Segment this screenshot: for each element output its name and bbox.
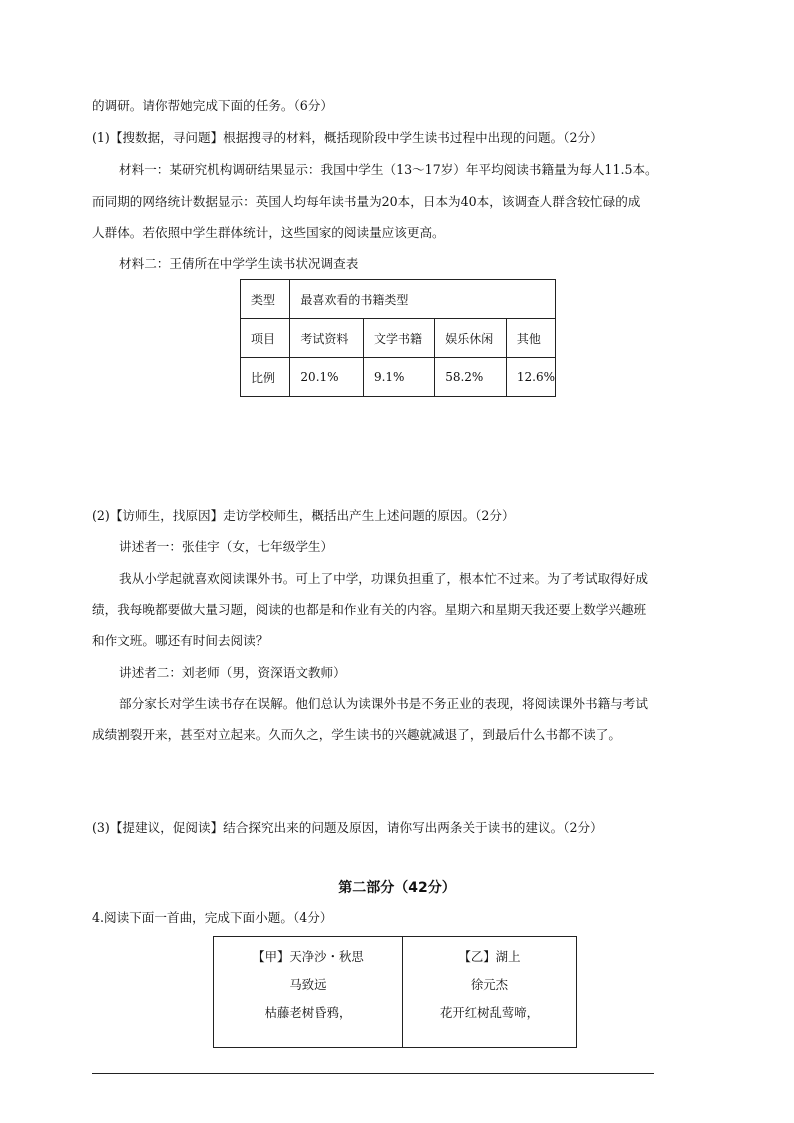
- poem-b-author: 徐元杰: [470, 977, 509, 992]
- poem-a-title: 【甲】天净沙・秋思: [252, 949, 364, 964]
- material1-line-3: 人群体。若依照中学生群体统计，这些国家的阅读量应该更高。: [92, 225, 445, 240]
- material1-line-1: 材料一：某研究机构调研结果显示：我国中学生（13～17岁）年平均阅读书籍量为每人11.5本。: [119, 162, 658, 177]
- q1-title: (1)【搜数据，寻问题】根据搜寻的材料，概括现阶段中学生读书过程中出现的问题。（2分）: [92, 130, 603, 145]
- poem-a-line-1: 枯藤老树昏鸦，: [264, 1005, 352, 1020]
- table-row: [214, 937, 577, 1048]
- speaker2: 讲述者二：刘老师（男，资深语文教师）: [119, 665, 346, 680]
- intro-line: 的调研。请你帮她完成下面的任务。（6分）: [92, 98, 333, 113]
- speaker2-line-2: 成绩割裂开来，甚至对立起来。久而久之，学生读书的兴趣就减退了，到最后什么书都不读了。: [92, 727, 621, 742]
- q4-title: 4.阅读下面一首曲，完成下面小题。（4分）: [92, 910, 333, 925]
- table-cell: 其他: [506, 319, 555, 358]
- table-cell: 20.1%: [290, 358, 364, 397]
- table-cell: 比例: [241, 358, 290, 397]
- table-row: [241, 358, 556, 397]
- table-cell: 娱乐休闲: [435, 319, 507, 358]
- poem-a-cell: [214, 937, 403, 1048]
- speaker2-line-1: 部分家长对学生读书存在误解。他们总认为读课外书是不务正业的表现，将阅读课外书籍与考试: [119, 696, 648, 711]
- table-cell: 类型: [241, 280, 290, 319]
- poem-b-title: 【乙】湖上: [458, 949, 521, 964]
- survey-table: [240, 279, 556, 397]
- table-cell: 项目: [241, 319, 290, 358]
- table-cell: 9.1%: [363, 358, 434, 397]
- table-cell: 12.6%: [506, 358, 555, 397]
- bottom-rule: [92, 1073, 654, 1074]
- poem-b-cell: [403, 937, 577, 1048]
- table-row: [241, 319, 556, 358]
- speaker1-line-1: 我从小学起就喜欢阅读课外书。可上了中学，功课负担重了，根本忙不过来。为了考试取得好成: [119, 571, 648, 586]
- material2-title: 材料二：王倩所在中学学生读书状况调查表: [119, 256, 359, 271]
- speaker1: 讲述者一：张佳宇（女，七年级学生）: [119, 539, 334, 554]
- part2-heading: 第二部分（42分）: [338, 880, 456, 896]
- speaker1-line-2: 绩，我每晚都要做大量习题，阅读的也都是和作业有关的内容。星期六和星期天我还要上数学兴趣班: [92, 602, 647, 617]
- table-cell: 最喜欢看的书籍类型: [290, 280, 556, 319]
- q3-title: (3)【提建议，促阅读】结合探究出来的问题及原因，请你写出两条关于读书的建议。（2分）: [92, 820, 603, 835]
- poem-table: [213, 936, 577, 1048]
- material1-line-2: 而同期的网络统计数据显示：英国人均每年读书量为20本，日本为40本，该调查人群含较忙碌的成: [92, 194, 641, 209]
- poem-a-author: 马致远: [289, 977, 327, 992]
- table-cell: 考试资料: [290, 319, 364, 358]
- table-cell: 58.2%: [435, 358, 507, 397]
- poem-b-line-1: 花开红树乱莺啼，: [439, 1005, 540, 1020]
- speaker1-line-3: 和作文班。哪还有时间去阅读？: [92, 633, 269, 648]
- q2-title: (2)【访师生，找原因】走访学校师生，概括出产生上述问题的原因。（2分）: [92, 508, 515, 523]
- table-row: [241, 280, 556, 319]
- table-cell: 文学书籍: [363, 319, 434, 358]
